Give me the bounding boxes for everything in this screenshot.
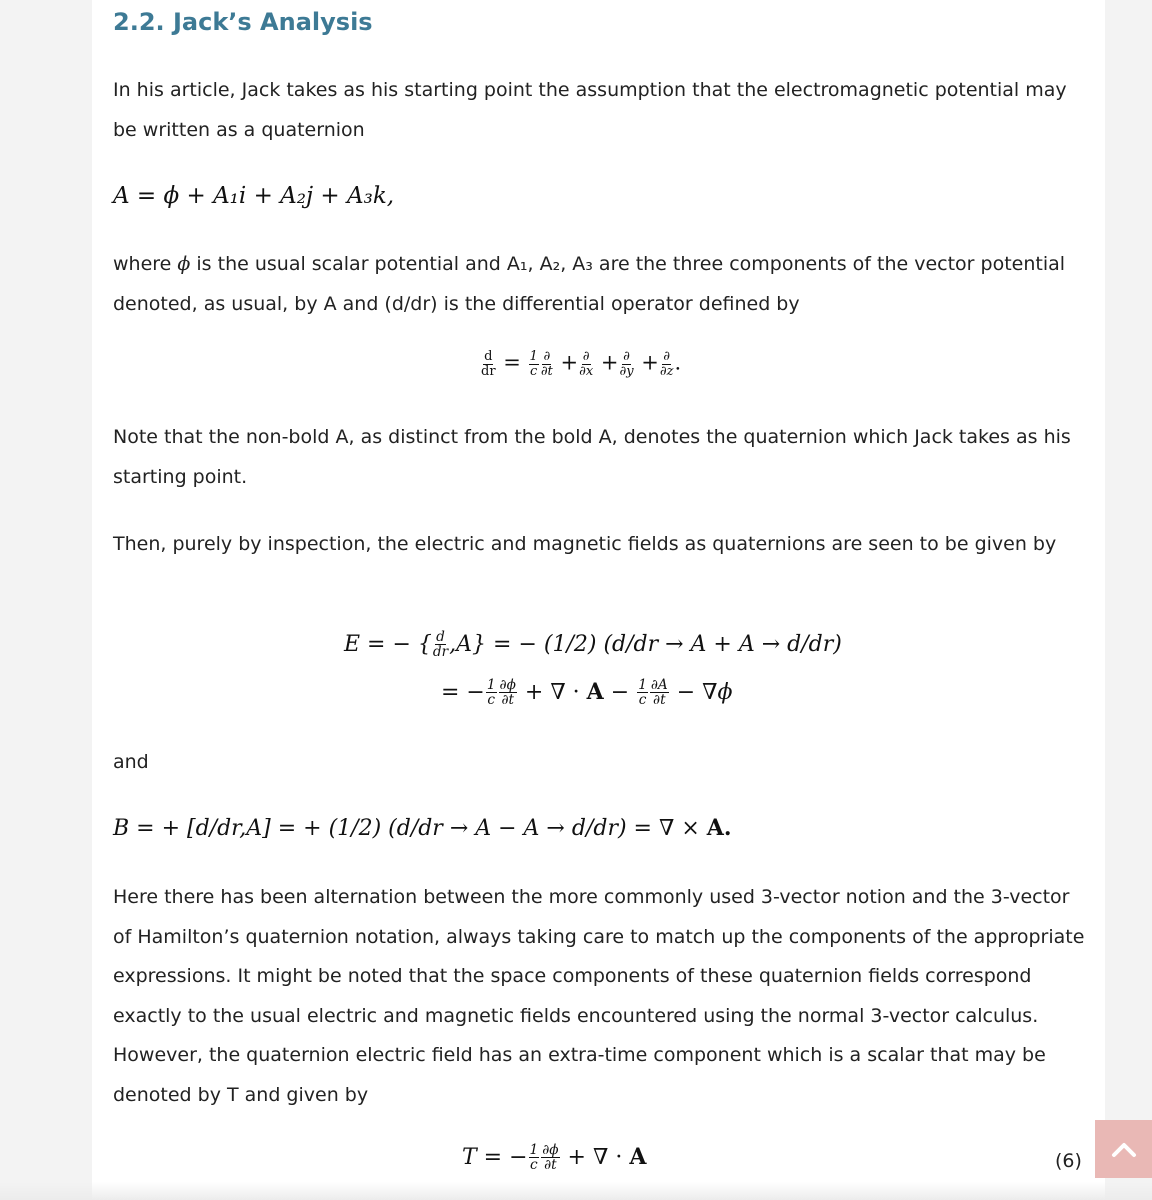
num: ∂A — [650, 677, 668, 693]
plus: + — [641, 350, 659, 375]
paragraph-note: Note that the non-bold A, as distinct from the bold A, denotes the quaternion which Jack takes as his starting point. — [113, 426, 1071, 488]
num: ∂ — [582, 349, 590, 364]
den: c — [487, 692, 496, 709]
paragraph-then: Then, purely by inspection, the electric and magnetic fields as quaternions are seen to be given by — [113, 533, 1057, 555]
equation-E-line2 — [441, 678, 733, 708]
den: c — [530, 363, 538, 379]
bottom-fade — [0, 1182, 1152, 1200]
den: ∂x — [579, 363, 594, 379]
lhs: E = − { — [344, 631, 432, 657]
den: c — [638, 692, 647, 709]
den: ∂t — [540, 363, 553, 379]
num: d — [436, 629, 445, 645]
minus: − — [603, 679, 630, 705]
start: = − — [441, 679, 485, 705]
mid: + ∇ · — [560, 1144, 630, 1170]
equation-T — [462, 1143, 646, 1173]
equation-B — [113, 815, 731, 841]
num: ∂ϕ — [499, 677, 516, 693]
equation-A: A = ϕ + A₁i + A₂j + A₃k, — [113, 183, 395, 209]
plus: + — [600, 350, 619, 375]
mid: + ∇ · — [524, 679, 587, 705]
paragraph-and: and — [113, 751, 149, 773]
phi-symbol: ϕ — [177, 253, 191, 275]
period: . — [674, 350, 682, 375]
num: d — [484, 349, 493, 364]
den: ∂t — [653, 692, 666, 709]
den: c — [530, 1157, 538, 1174]
paragraph-here: Here there has been alternation between the more commonly used 3-vector notion and the 3-vector of Hamilton’s quaternion notation, always taking care to match up the components of the appropriate expressions. It might be noted that the space components of these quaternion fields correspond exactly to the usual electric and magnetic fields encountered using the normal 3-vector calculus. However, the quaternion electric field has an extra-time component which is a scalar that may be denoted by T and given by — [113, 886, 1085, 1106]
num: 1 — [529, 1142, 539, 1158]
section-heading: 2.2. Jack’s Analysis — [113, 8, 373, 36]
num: ∂ — [543, 349, 551, 364]
bold-A: A — [586, 678, 604, 705]
text: where — [113, 253, 178, 275]
end: − ∇ϕ — [669, 679, 733, 705]
chevron-up-icon — [1111, 1140, 1137, 1158]
num: ∂ϕ — [542, 1142, 559, 1158]
equation-operator — [480, 350, 681, 378]
num: 1 — [486, 677, 496, 693]
num: ∂ — [663, 349, 671, 364]
den: dr — [481, 363, 496, 379]
num: 1 — [529, 349, 538, 364]
plus: + — [560, 350, 579, 375]
den: ∂t — [544, 1157, 557, 1174]
start: T = − — [462, 1144, 528, 1170]
equation-E-line1 — [344, 630, 842, 660]
paragraph-intro: In his article, Jack takes as his starting point the assumption that the electromagnetic potential may be written as a quaternion — [113, 79, 1067, 141]
den: ∂t — [501, 692, 514, 709]
scroll-to-top-button[interactable] — [1095, 1120, 1152, 1178]
num: 1 — [638, 677, 647, 693]
bold-A: A. — [706, 815, 732, 841]
num: ∂ — [623, 349, 630, 364]
den: dr — [432, 644, 449, 661]
text: is the usual scalar potential and A₁, A₂, A₃ are the three components of the vector potential denoted, as usual, by A and (d/dr) is the differential operator defined by — [113, 253, 1066, 315]
body: B = + [d/dr,A] = + (1/2) (d/dr → A − A → d/dr) = ∇ × — [113, 816, 707, 841]
bold-A: A — [629, 1143, 647, 1170]
den: ∂y — [619, 363, 634, 379]
eq: = — [503, 350, 521, 375]
equation-number: (6) — [1055, 1150, 1082, 1172]
den: ∂z — [659, 363, 674, 379]
rest: ,A} = − (1/2) (d/dr → A + A → d/dr) — [449, 631, 842, 657]
paragraph-where — [113, 245, 1093, 324]
